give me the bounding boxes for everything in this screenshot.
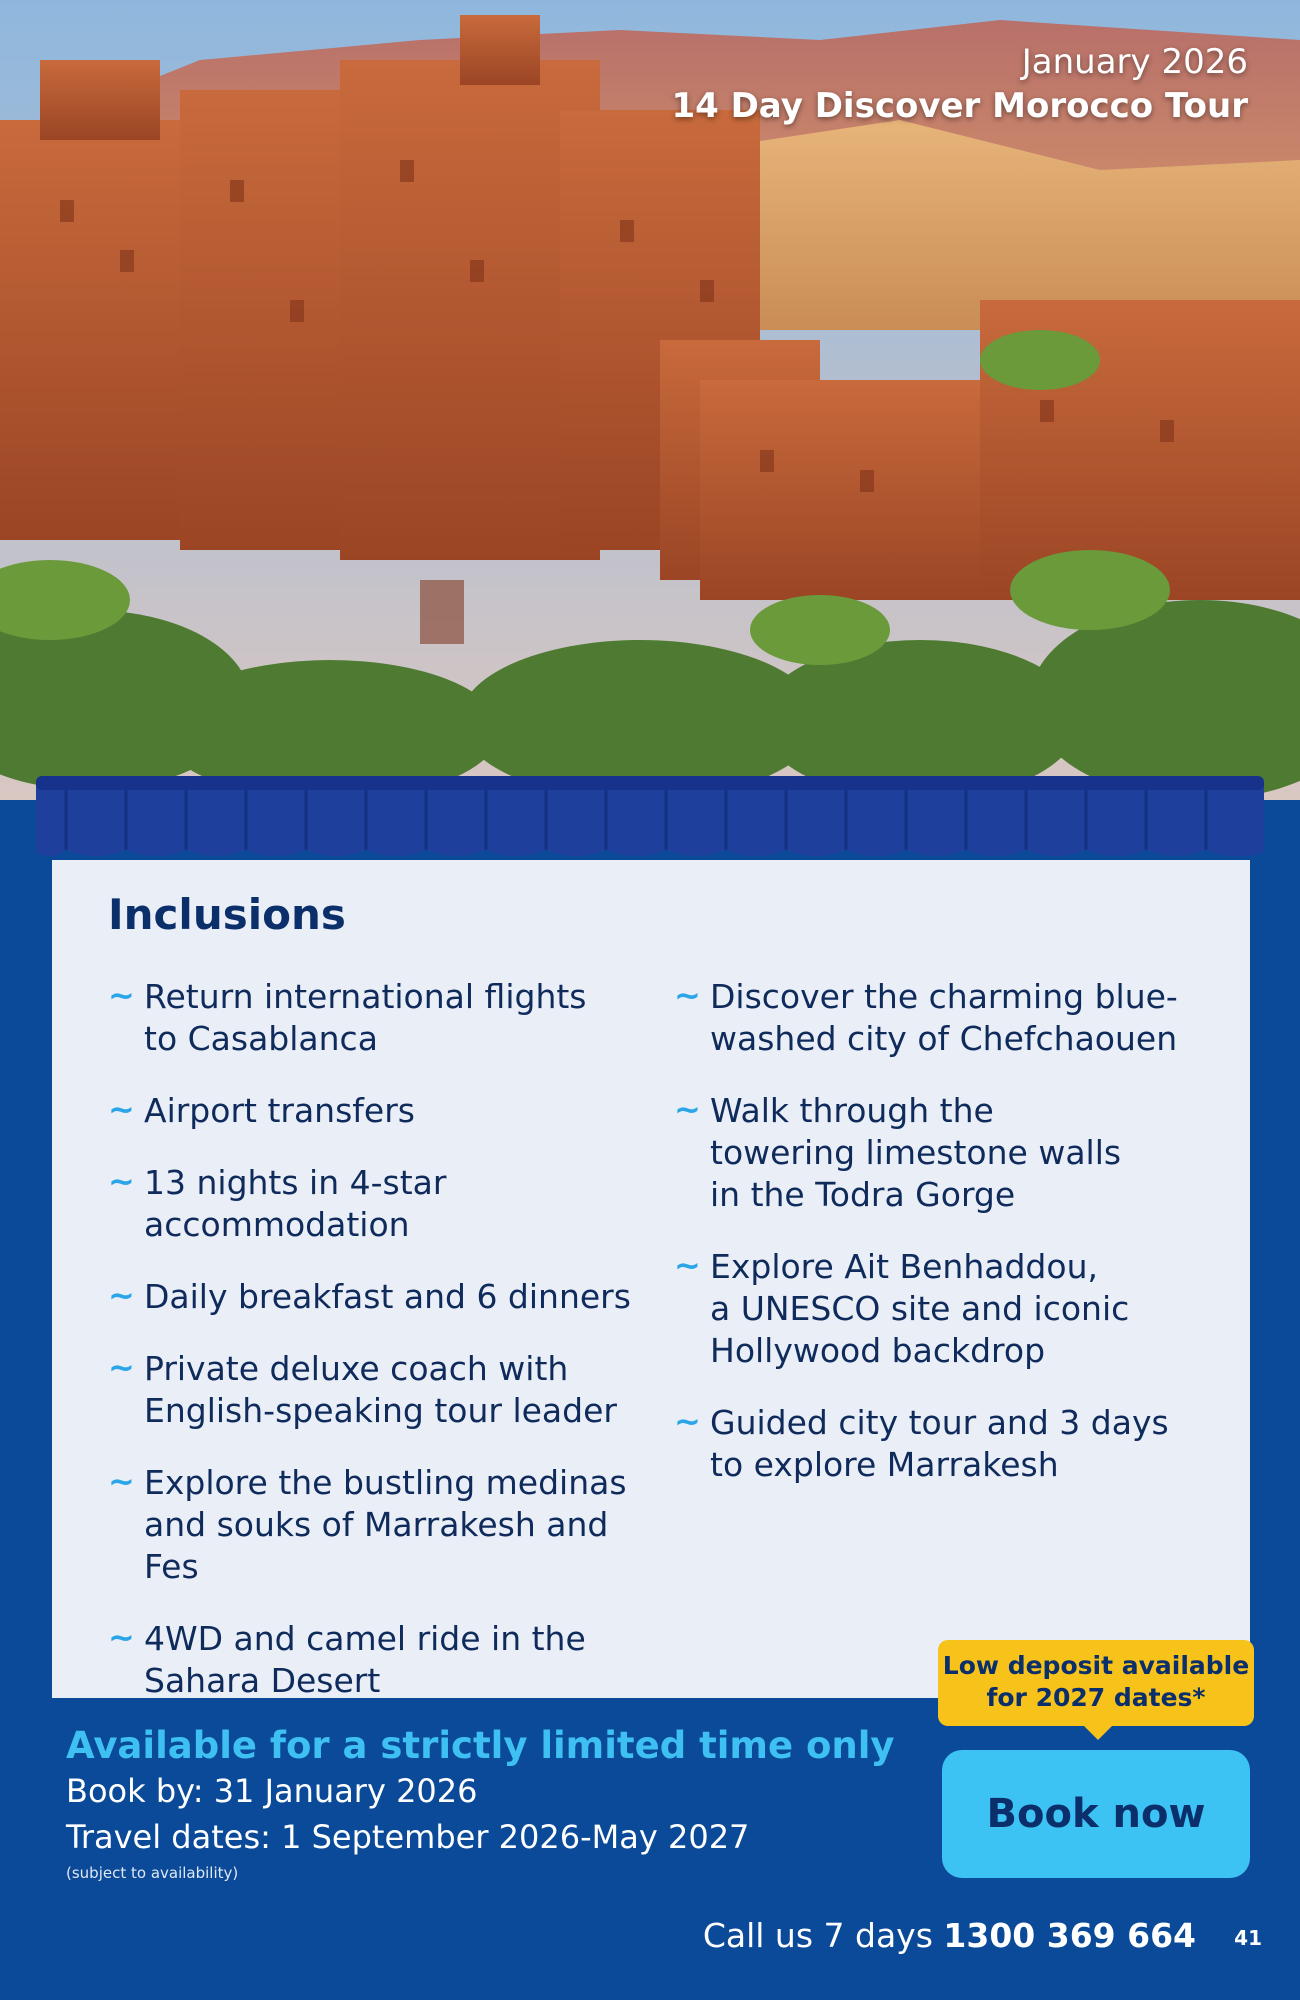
tilde-bullet-icon: ~ <box>108 1276 135 1314</box>
tour-title: 14 Day Discover Morocco Tour <box>671 86 1248 126</box>
inclusion-item <box>674 1246 1214 1372</box>
inclusion-text-line: washed city of Chefchaouen <box>710 1019 1178 1058</box>
inclusion-text <box>710 1090 1214 1216</box>
book-now-button[interactable]: Book now <box>942 1750 1250 1878</box>
low-deposit-badge <box>938 1640 1254 1726</box>
inclusion-item <box>108 1090 648 1132</box>
inclusion-text-line: to Casablanca <box>144 1019 378 1058</box>
inclusion-text <box>144 1618 648 1702</box>
tilde-bullet-icon: ~ <box>108 1090 135 1128</box>
deposit-line-1: Low deposit available <box>942 1651 1250 1680</box>
inclusions-list-left <box>108 976 648 1732</box>
inclusion-text <box>144 1348 648 1432</box>
inclusion-item <box>674 1402 1214 1486</box>
inclusion-item <box>108 976 648 1060</box>
inclusion-text <box>710 976 1214 1060</box>
inclusion-item <box>108 1348 648 1432</box>
inclusion-text-line: English-speaking tour leader <box>144 1391 617 1430</box>
inclusion-text-line: towering limestone walls <box>710 1133 1122 1172</box>
inclusion-text-line: Explore the bustling medinas <box>144 1463 627 1502</box>
inclusion-text <box>144 1462 648 1588</box>
inclusion-text-line: accommodation <box>144 1205 410 1244</box>
inclusion-text-line: Private deluxe coach with <box>144 1349 569 1388</box>
inclusion-text-line: Sahara Desert <box>144 1661 381 1700</box>
inclusion-item <box>108 1462 648 1588</box>
tour-date: January 2026 <box>1021 42 1248 82</box>
page-number: 41 <box>1234 1926 1262 1950</box>
inclusion-text-line: Return international flights <box>144 977 587 1016</box>
deposit-line-2: for 2027 dates* <box>986 1683 1206 1712</box>
call-us-line <box>703 1916 1196 1955</box>
inclusions-list-right <box>674 976 1214 1516</box>
tilde-bullet-icon: ~ <box>674 1090 701 1128</box>
inclusion-text-line: Explore Ait Benhaddou, <box>710 1247 1098 1286</box>
inclusion-text-line: to explore Marrakesh <box>710 1445 1059 1484</box>
inclusion-text-line: 13 nights in 4-star <box>144 1163 447 1202</box>
availability-note: (subject to availability) <box>66 1864 239 1882</box>
book-by-date: Book by: 31 January 2026 <box>66 1772 478 1810</box>
tilde-bullet-icon: ~ <box>108 976 135 1014</box>
tilde-bullet-icon: ~ <box>674 1246 701 1284</box>
inclusion-text-line: Walk through the <box>710 1091 994 1130</box>
inclusion-item <box>674 976 1214 1060</box>
inclusion-text-line: 4WD and camel ride in the <box>144 1619 586 1658</box>
inclusion-text <box>144 1276 648 1318</box>
inclusion-text <box>710 1402 1214 1486</box>
inclusions-title: Inclusions <box>108 890 346 939</box>
inclusion-text <box>144 976 648 1060</box>
tilde-bullet-icon: ~ <box>108 1618 135 1656</box>
inclusion-item <box>108 1618 648 1702</box>
inclusion-text-line: and souks of Marrakesh and Fes <box>144 1505 609 1586</box>
inclusion-text-line: Guided city tour and 3 days <box>710 1403 1169 1442</box>
inclusion-text <box>144 1162 648 1246</box>
curtain-valance-decoration <box>36 762 1264 862</box>
inclusion-text <box>710 1246 1214 1372</box>
inclusion-text-line: Discover the charming blue- <box>710 977 1178 1016</box>
inclusion-item <box>108 1162 648 1246</box>
inclusion-item <box>108 1276 648 1318</box>
tilde-bullet-icon: ~ <box>674 976 701 1014</box>
phone-number[interactable]: 1300 369 664 <box>943 1916 1196 1955</box>
inclusion-text <box>144 1090 648 1132</box>
call-prefix: Call us 7 days <box>702 1916 933 1955</box>
tilde-bullet-icon: ~ <box>108 1462 135 1500</box>
tour-header <box>671 40 1248 128</box>
inclusion-text-line: Daily breakfast and 6 dinners <box>144 1277 631 1316</box>
inclusion-text-line: in the Todra Gorge <box>710 1175 1016 1214</box>
inclusion-item <box>674 1090 1214 1216</box>
inclusions-panel <box>52 860 1250 1698</box>
promo-headline: Available for a strictly limited time only <box>66 1724 895 1767</box>
inclusion-text-line: a UNESCO site and iconic <box>710 1289 1130 1328</box>
tilde-bullet-icon: ~ <box>108 1162 135 1200</box>
inclusion-text-line: Hollywood backdrop <box>710 1331 1046 1370</box>
tilde-bullet-icon: ~ <box>674 1402 701 1440</box>
travel-dates: Travel dates: 1 September 2026-May 2027 <box>66 1818 750 1856</box>
tilde-bullet-icon: ~ <box>108 1348 135 1386</box>
inclusion-text-line: Airport transfers <box>144 1091 415 1130</box>
